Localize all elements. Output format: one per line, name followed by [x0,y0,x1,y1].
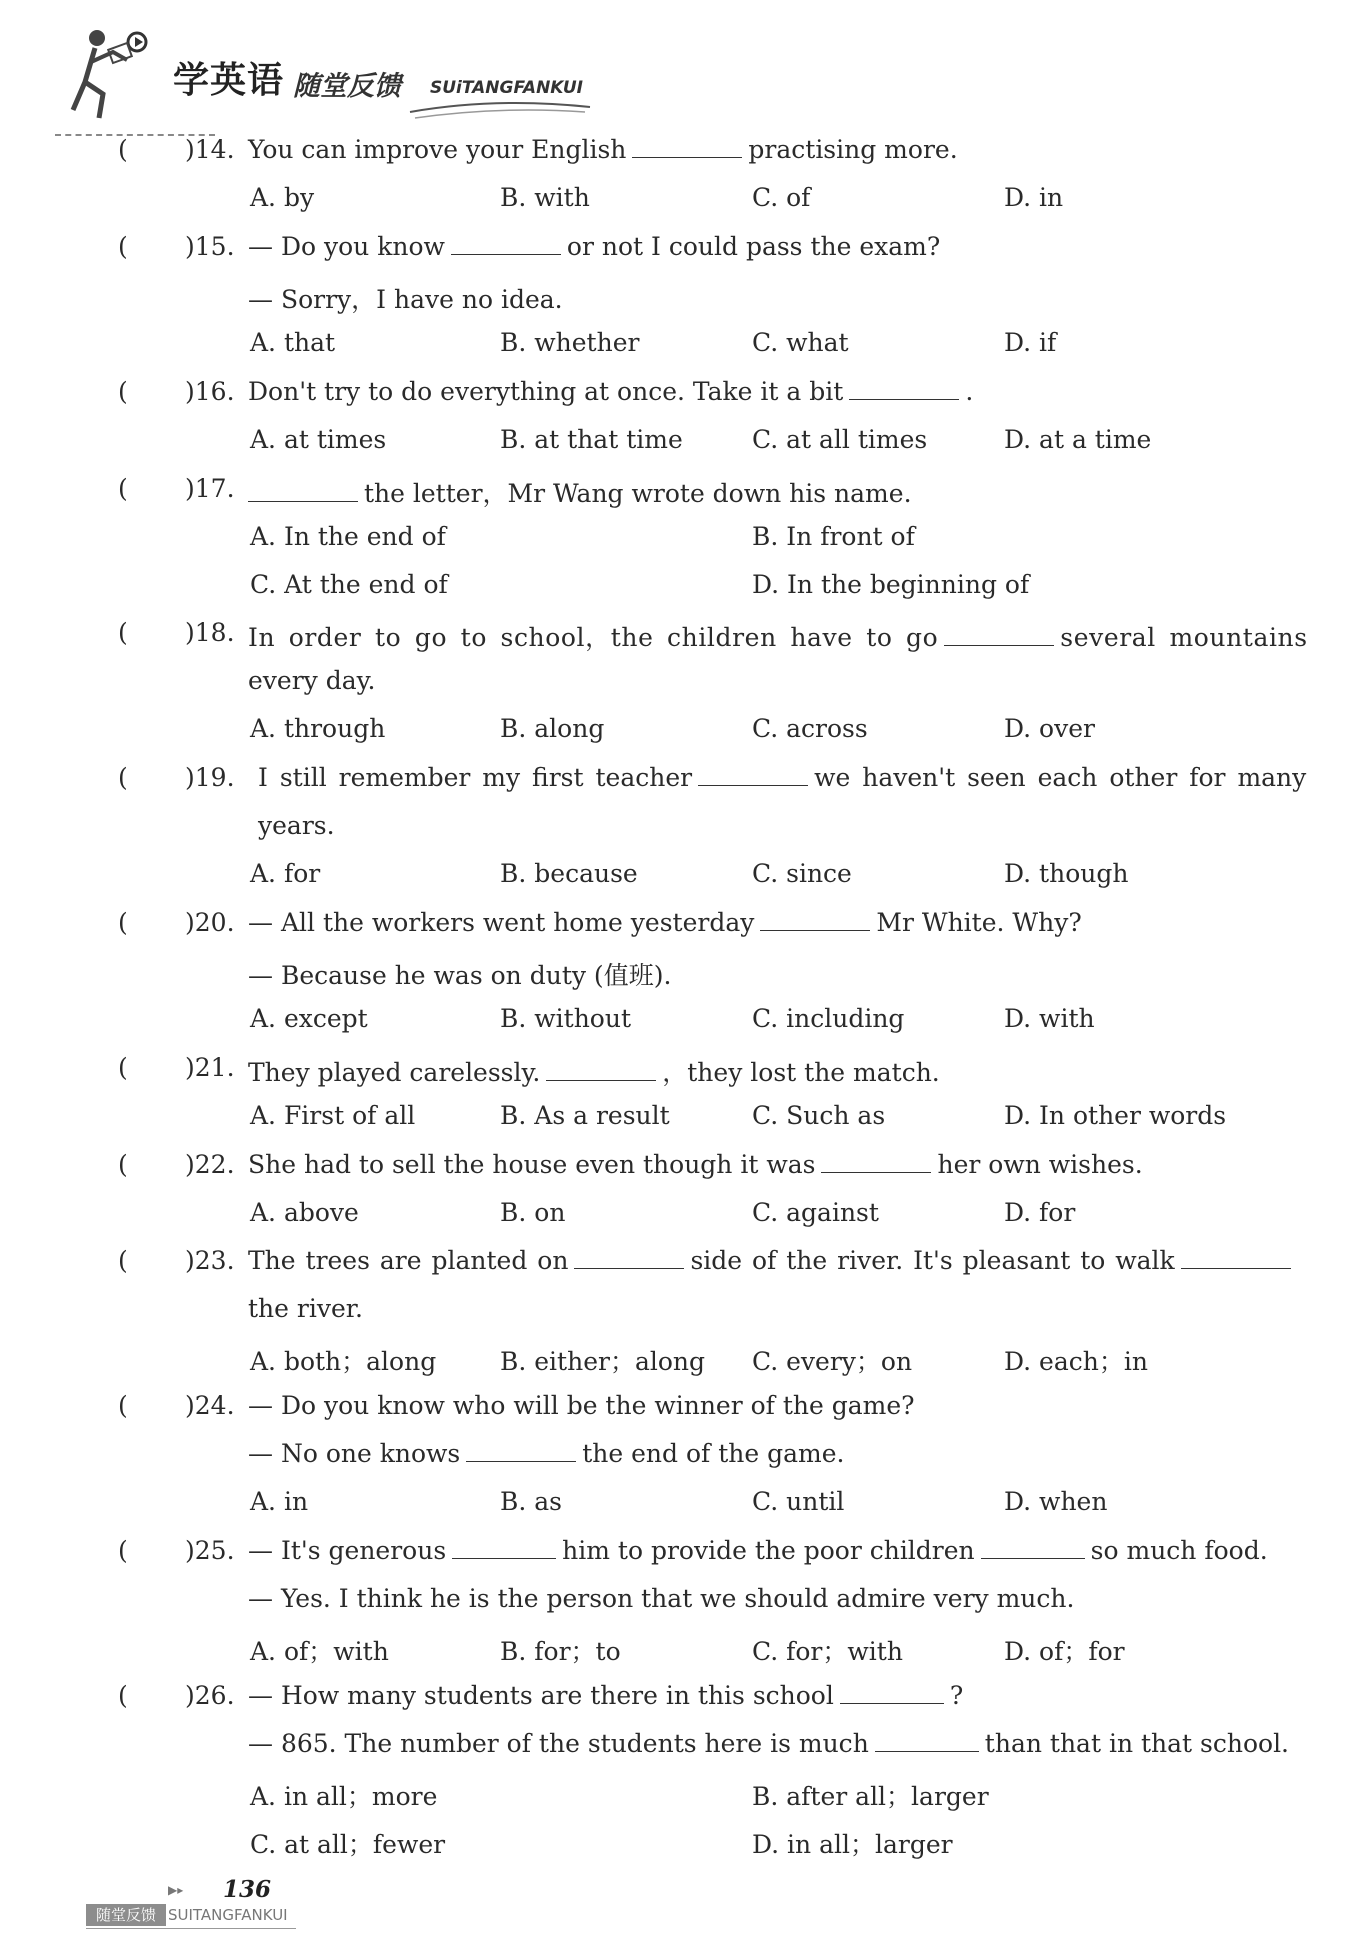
option-d[interactable]: D. In other words [1004,1101,1227,1130]
question-number: 17. [194,474,235,503]
option-c[interactable]: C. at all times [752,425,928,454]
answer-bracket-open: ( [118,1053,128,1082]
answer-blank[interactable] [981,1557,1085,1559]
answer-blank[interactable] [849,398,959,400]
question-text-line2: the river. [248,1294,363,1323]
option-b[interactable]: B. with [500,183,590,212]
option-d[interactable]: D. if [1004,328,1057,357]
question-number: 26. [194,1681,235,1710]
answer-bracket-open: ( [118,1246,128,1275]
header-title: 学英语 [173,60,285,101]
page-number: 136 [223,1876,272,1903]
answer-bracket-close: ) [185,232,195,261]
header-subtitle: 随堂反馈 [293,71,401,102]
question-text-line2: every day. [248,666,376,695]
option-d[interactable]: D. in [1004,183,1064,212]
question-text-line2: — Sorry，I have no idea. [248,285,563,314]
question-text-line2: — Because he was on duty (值班). [248,961,672,990]
option-d[interactable]: D. each；in [1004,1347,1148,1376]
option-a[interactable]: A. In the end of [250,522,446,551]
answer-blank[interactable] [840,1702,944,1704]
answer-bracket-open: ( [118,377,128,406]
option-b[interactable]: B. without [500,1004,632,1033]
option-c[interactable]: C. of [752,183,811,212]
question-number: 20. [194,908,235,937]
option-b[interactable]: B. As a result [500,1101,670,1130]
answer-blank[interactable] [1181,1267,1291,1269]
option-a[interactable]: A. that [250,328,336,357]
footer-label-english: SUITANGFANKUI [168,1906,288,1924]
option-b[interactable]: B. because [500,859,638,888]
answer-blank[interactable] [451,253,561,255]
answer-bracket-close: ) [185,1681,195,1710]
option-a[interactable]: A. above [250,1198,359,1227]
option-d[interactable]: D. though [1004,859,1129,888]
answer-blank[interactable] [248,500,358,502]
option-b[interactable]: B. after all；larger [752,1782,989,1811]
footer-arrow-icon: ▶▸ [168,1883,184,1897]
question-number: 19. [194,763,235,792]
question-text: — It's generous him to provide the poor children so much food. [248,1536,1268,1565]
option-b[interactable]: B. for；to [500,1637,621,1666]
option-d[interactable]: D. when [1004,1487,1108,1516]
answer-blank[interactable] [452,1557,556,1559]
question-text: I still remember my first teacher we haven't seen each other for many [258,763,1307,792]
answer-blank[interactable] [546,1079,656,1081]
answer-bracket-close: ) [185,1246,195,1275]
answer-bracket-close: ) [185,618,195,647]
answer-bracket-open: ( [118,1536,128,1565]
answer-bracket-open: ( [118,232,128,261]
option-a[interactable]: A. through [250,714,386,743]
option-b[interactable]: B. as [500,1487,562,1516]
answer-bracket-open: ( [118,763,128,792]
answer-bracket-close: ) [185,474,195,503]
option-a[interactable]: A. for [250,859,321,888]
answer-bracket-open: ( [118,1391,128,1420]
answer-bracket-open: ( [118,618,128,647]
option-a[interactable]: A. in [250,1487,309,1516]
question-number: 25. [194,1536,235,1565]
header-title-english: SUiTANGFANKUI [430,78,583,98]
option-c[interactable]: C. until [752,1487,845,1516]
answer-blank[interactable] [632,156,742,158]
question-text: the letter，Mr Wang wrote down his name. [248,474,912,510]
footer-label-box: 随堂反馈 [86,1904,166,1926]
answer-bracket-open: ( [118,135,128,164]
question-number: 18. [194,618,235,647]
answer-blank[interactable] [574,1267,684,1269]
option-d[interactable]: D. over [1004,714,1095,743]
option-c[interactable]: C. Such as [752,1101,886,1130]
answer-bracket-close: ) [185,1536,195,1565]
option-c[interactable]: C. since [752,859,852,888]
footer-rule [86,1928,296,1929]
swoosh-decoration [405,92,595,122]
answer-bracket-open: ( [118,908,128,937]
question-text-line2: — 865. The number of the students here is much than that in that school. [248,1729,1290,1758]
answer-blank[interactable] [466,1460,576,1462]
option-a[interactable]: A. at times [250,425,387,454]
option-d[interactable]: D. in all；larger [752,1830,953,1859]
question-number: 24. [194,1391,235,1420]
option-d[interactable]: D. of；for [1004,1637,1125,1666]
question-text-line2: — No one knows the end of the game. [248,1439,845,1468]
option-c[interactable]: C. against [752,1198,879,1227]
answer-bracket-open: ( [118,1150,128,1179]
answer-bracket-close: ) [185,1150,195,1179]
question-text: In order to go to school，the children have to go several mountains [248,623,1308,652]
question-number: 14. [194,135,235,164]
header [55,22,583,122]
option-a[interactable]: A. of；with [250,1637,389,1666]
option-c[interactable]: C. at all；fewer [250,1830,446,1859]
question-number: 16. [194,377,235,406]
option-a[interactable]: A. except [250,1004,368,1033]
answer-bracket-close: ) [185,1053,195,1082]
question-text: You can improve your English practising more. [248,135,958,164]
reading-figure-icon [55,22,175,122]
option-a[interactable]: A. in all；more [250,1782,438,1811]
option-b[interactable]: B. In front of [752,522,915,551]
question-text: The trees are planted on side of the river. It's pleasant to walk [248,1246,1297,1275]
question-text: — How many students are there in this school ? [248,1681,964,1710]
option-c[interactable]: C. including [752,1004,905,1033]
question-number: 15. [194,232,235,261]
answer-blank[interactable] [944,644,1054,646]
option-b[interactable]: B. on [500,1198,566,1227]
option-c[interactable]: C. across [752,714,868,743]
answer-blank[interactable] [875,1750,979,1752]
option-c[interactable]: C. what [752,328,849,357]
option-b[interactable]: B. along [500,714,605,743]
option-b[interactable]: B. whether [500,328,640,357]
option-b[interactable]: B. at that time [500,425,683,454]
option-d[interactable]: D. In the beginning of [752,570,1030,599]
question-text: — All the workers went home yesterday Mr White. Why? [248,908,1082,937]
question-number: 23. [194,1246,235,1275]
option-d[interactable]: D. with [1004,1004,1095,1033]
answer-bracket-close: ) [185,763,195,792]
answer-blank[interactable] [698,784,808,786]
option-c[interactable]: C. every；on [752,1347,913,1376]
answer-bracket-open: ( [118,1681,128,1710]
answer-blank[interactable] [821,1171,931,1173]
option-a[interactable]: A. both；along [250,1347,437,1376]
question-number: 22. [194,1150,235,1179]
option-c[interactable]: C. for；with [752,1637,903,1666]
question-text-line2: — Yes. I think he is the person that we should admire very much. [248,1584,1075,1613]
option-b[interactable]: B. either；along [500,1347,706,1376]
question-number: 21. [194,1053,235,1082]
option-c[interactable]: C. At the end of [250,570,448,599]
question-text: — Do you know or not I could pass the exam? [248,232,941,261]
answer-bracket-close: ) [185,135,195,164]
question-text: — Do you know who will be the winner of the game? [248,1391,915,1420]
answer-bracket-close: ) [185,908,195,937]
question-text: They played carelessly. ，they lost the match. [248,1058,940,1087]
question-text: She had to sell the house even though it was her own wishes. [248,1150,1143,1179]
question-text: Don't try to do everything at once. Take it a bit . [248,377,974,406]
answer-bracket-close: ) [185,377,195,406]
option-d[interactable]: D. at a time [1004,425,1152,454]
option-a[interactable]: A. by [250,183,315,212]
option-a[interactable]: A. First of all [250,1101,416,1130]
answer-bracket-open: ( [118,474,128,503]
option-d[interactable]: D. for [1004,1198,1076,1227]
answer-bracket-close: ) [185,1391,195,1420]
answer-blank[interactable] [760,929,870,931]
question-text-line2: years. [258,811,335,840]
